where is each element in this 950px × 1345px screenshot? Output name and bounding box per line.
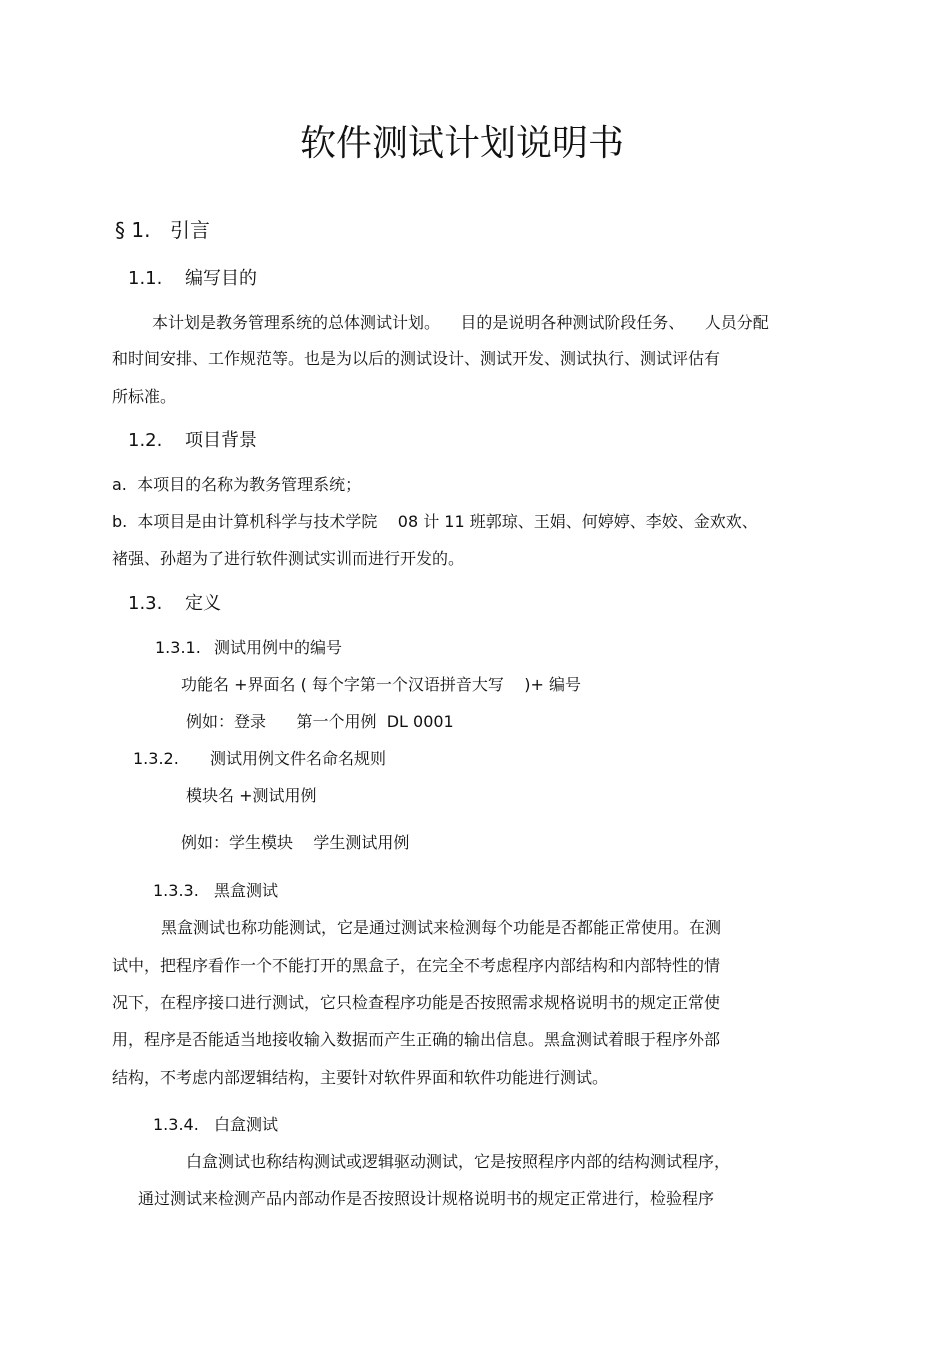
paragraph-line: 本计划是教务管理系统的总体测试计划。 目的是说明各种测试阶段任务、 人员分配 xyxy=(152,313,769,332)
section-1-3-4-number: 1.3.4. xyxy=(153,1115,199,1134)
paragraph-line: 所标准。 xyxy=(112,387,177,406)
section-1-3-3-heading: 黑盒测试 xyxy=(214,881,279,900)
section-1-3-1-heading: 测试用例中的编号 xyxy=(214,638,343,657)
section-1-2-heading: 项目背景 xyxy=(185,430,257,451)
section-1-3-3-number: 1.3.3. xyxy=(153,881,199,900)
paragraph-line: 和时间安排、工作规范等。也是为以后的测试设计、测试开发、测试执行、测试评估有 xyxy=(112,349,721,368)
section-1-3-heading: 定义 xyxy=(185,593,221,614)
paragraph-line: 况下，在程序接口进行测试，它只检查程序功能是否按照需求规格说明书的规定正常使 xyxy=(112,993,721,1012)
list-item: b. 本项目是由计算机科学与技术学院 08 计 11 班郭琼、王娟、何婷婷、李姣、金欢欢、 xyxy=(112,512,758,531)
section-1-1-heading: 编写目的 xyxy=(185,268,257,289)
section-1-3-1-number: 1.3.1. xyxy=(155,638,201,657)
paragraph-line: 试中，把程序看作一个不能打开的黑盒子，在完全不考虑程序内部结构和内部特性的情 xyxy=(112,956,721,975)
list-item: a. 本项目的名称为教务管理系统； xyxy=(112,475,362,494)
paragraph-line: 例如：登录 第一个用例 DL 0001 xyxy=(186,712,454,731)
paragraph-line: 通过测试来检测产品内部动作是否按照设计规格说明书的规定正常进行，检验程序 xyxy=(138,1189,715,1208)
paragraph-line: 黑盒测试也称功能测试，它是通过测试来检测每个功能是否都能正常使用。在测 xyxy=(161,918,722,937)
section-1-3-2-number: 1.3.2. xyxy=(133,749,179,768)
paragraph-line: 用，程序是否能适当地接收输入数据而产生正确的输出信息。黑盒测试着眼于程序外部 xyxy=(112,1030,721,1049)
section-1-heading: 引言 xyxy=(170,218,210,242)
section-1-1-number: 1.1. xyxy=(128,268,163,289)
paragraph-line: 白盒测试也称结构测试或逻辑驱动测试，它是按照程序内部的结构测试程序， xyxy=(186,1152,731,1171)
paragraph-line: 例如：学生模块 学生测试用例 xyxy=(181,833,410,852)
paragraph-line: 结构，不考虑内部逻辑结构，主要针对软件界面和软件功能进行测试。 xyxy=(112,1068,609,1087)
section-1-2-number: 1.2. xyxy=(128,430,163,451)
document-title: 软件测试计划说明书 xyxy=(299,123,624,164)
section-1-number: § 1. xyxy=(115,218,151,242)
paragraph-line: 模块名 +测试用例 xyxy=(186,786,317,805)
section-1-3-4-heading: 白盒测试 xyxy=(214,1115,279,1134)
section-1-3-2-heading: 测试用例文件名命名规则 xyxy=(210,749,387,768)
list-item-continued: 褚强、孙超为了进行软件测试实训而进行开发的。 xyxy=(112,549,465,568)
paragraph-line: 功能名 +界面名 ( 每个字第一个汉语拼音大写 )+ 编号 xyxy=(181,675,581,694)
section-1-3-number: 1.3. xyxy=(128,593,163,614)
